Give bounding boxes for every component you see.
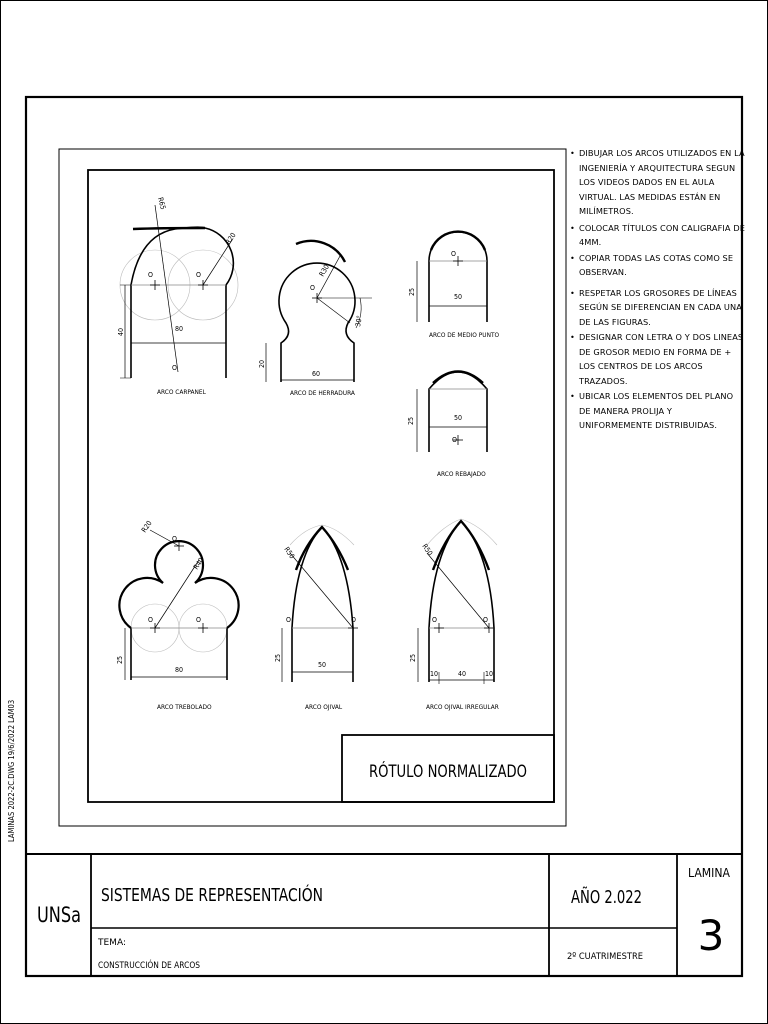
ojival-center-1: O <box>286 616 291 624</box>
herradura-dim-20: 20 <box>258 359 266 368</box>
ojival-irr-title: ARCO OJIVAL IRREGULAR <box>426 703 499 711</box>
carpanel-dim-80: 80 <box>175 325 184 333</box>
ojival-irr-dim-40: 40 <box>458 670 467 678</box>
carpanel-center-3: O <box>172 364 177 372</box>
trebolado-center-3: O <box>172 535 177 543</box>
ojival-irr-dim-r50: R50 <box>420 542 435 558</box>
arco-ojival <box>282 525 358 682</box>
instruction-6: • UBICAR LOS ELEMENTOS DEL PLANO DE MANERA PROLIJA Y UNIFORMEMENTE DISTRIBUIDAS. <box>570 389 745 433</box>
rebajado-dim-25: 25 <box>407 416 415 425</box>
carpanel-dim-r65: R65 <box>156 196 168 211</box>
rebajado-dim-50: 50 <box>454 414 463 422</box>
carpanel-center-2: O <box>196 271 201 279</box>
term: 2º CUATRIMESTRE <box>567 952 644 962</box>
arco-de-medio-punto <box>417 232 487 322</box>
topic: CONSTRUCCIÓN DE ARCOS <box>98 961 221 971</box>
trebolado-dim-80: 80 <box>175 666 184 674</box>
arco-de-herradura <box>266 241 372 382</box>
sidebar-text: LAMINAS 2022-2C.DWG 19/6/2022 LAM03 <box>7 699 16 842</box>
instruction-4: • RESPETAR LOS GROSORES DE LÍNEAS SEGÚN SE DIFERENCIAN EN CADA UNA DE LAS FIGURAS. <box>570 286 745 330</box>
ojival-title: ARCO OJIVAL <box>305 703 343 711</box>
instruction-3: • COPIAR TODAS LAS COTAS COMO SE OBSERVAN. <box>570 251 745 280</box>
instruction-5: • DESIGNAR CON LETRA O Y DOS LINEAS DE GROSOR MEDIO EN FORMA DE + LOS CENTROS DE LOS ARCOS TRAZADOS. <box>570 330 745 388</box>
herradura-dim-30deg: 30° <box>354 314 364 328</box>
sheet-number: 3 <box>697 911 725 960</box>
year: AÑO 2.022 <box>571 887 669 908</box>
trebolado-center-2: O <box>196 616 201 624</box>
institution: UNSa <box>37 903 81 927</box>
subject: SISTEMAS DE REPRESENTACIÓN <box>101 885 390 906</box>
arco-ojival-irregular <box>418 519 497 684</box>
sheet-label: LAMINA <box>688 866 731 880</box>
ojival-irr-center-1: O <box>432 616 437 624</box>
herradura-dim-r30: R30 <box>317 263 331 278</box>
herradura-title: ARCO DE HERRADURA <box>290 389 355 397</box>
arco-carpanel <box>120 205 238 378</box>
instructions-list <box>570 146 745 433</box>
inner-frame <box>59 149 574 826</box>
ojival-center-2: O <box>351 616 356 624</box>
trebolado-center-1: O <box>148 616 153 624</box>
ojival-dim-r50: R50 <box>282 545 297 561</box>
trebolado-title: ARCO TREBOLADO <box>157 703 212 711</box>
ojival-dim-50: 50 <box>318 661 327 669</box>
rebajado-title: ARCO REBAJADO <box>437 470 486 478</box>
medio-punto-dim-25: 25 <box>408 287 416 296</box>
ojival-irr-dim-25: 25 <box>409 653 417 662</box>
trebolado-dim-r20: R20 <box>140 519 154 535</box>
ojival-dim-25: 25 <box>274 653 282 662</box>
medio-punto-dim-50: 50 <box>454 293 463 301</box>
medio-punto-center: O <box>451 250 456 258</box>
arco-trebolado <box>119 530 238 680</box>
medio-punto-title: ARCO DE MEDIO PUNTO <box>429 331 500 339</box>
instruction-1: • DIBUJAR LOS ARCOS UTILIZADOS EN LA INGENIERÍA Y ARQUITECTURA SEGUN LOS VIDEOS DADOS EN EL AULA VIRTUAL. LAS MEDIDAS ESTÁN EN MILÍMETROS. <box>570 146 745 219</box>
ojival-irr-dim-10a: 10 <box>430 670 439 678</box>
rebajado-center: O <box>452 436 457 444</box>
herradura-dim-60: 60 <box>312 370 321 378</box>
carpanel-dim-r20: R20 <box>224 231 238 247</box>
trebolado-dim-r40: R40 <box>192 556 206 572</box>
ojival-irr-dim-10b: 10 <box>485 670 494 678</box>
carpanel-center-1: O <box>148 271 153 279</box>
topic-label: TEMA: <box>98 938 126 948</box>
instruction-2: • COLOCAR TÍTULOS CON CALIGRAFIA DE 4MM. <box>570 221 745 250</box>
carpanel-title: ARCO CARPANEL <box>157 388 206 396</box>
ojival-irr-center-2: O <box>483 616 488 624</box>
trebolado-dim-25: 25 <box>116 655 124 664</box>
herradura-center: O <box>310 284 315 292</box>
rotulo-text: RÓTULO NORMALIZADO <box>369 762 574 782</box>
carpanel-dim-40: 40 <box>117 327 125 336</box>
